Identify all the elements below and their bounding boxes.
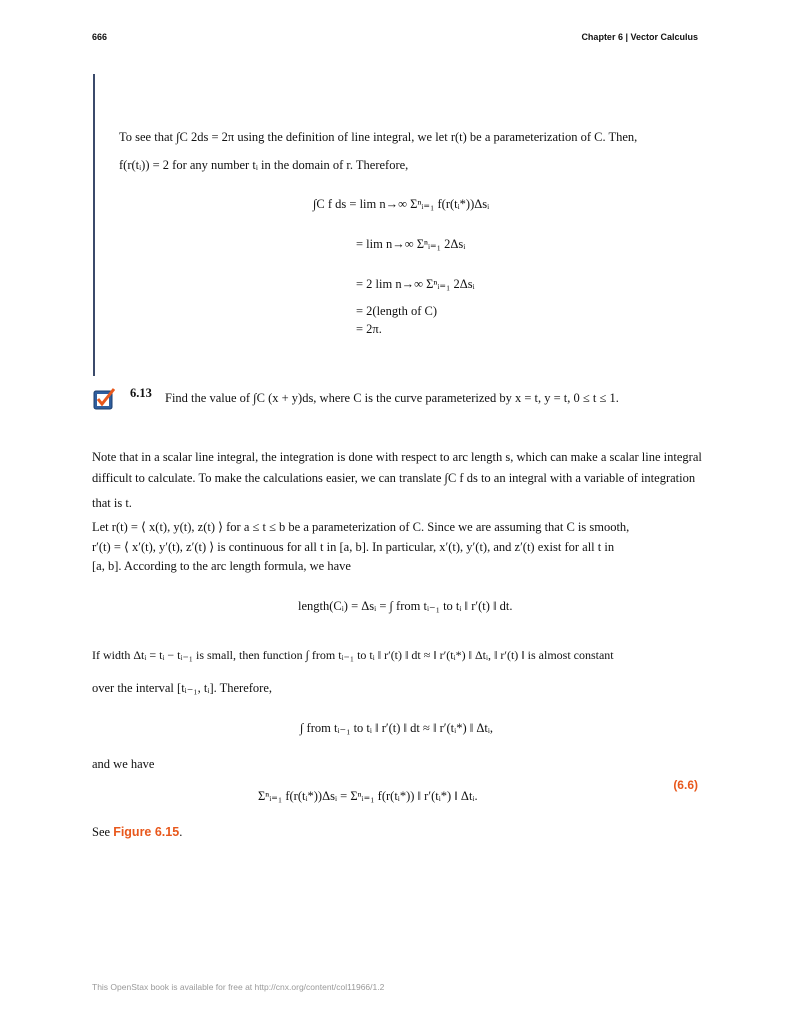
equation-number: (6.6)	[673, 778, 698, 792]
example-sidebar-rule	[93, 74, 95, 376]
paragraph-line: and we have	[92, 757, 155, 771]
exercise-text: Find the value of ∫C (x + y)ds, where C is the curve parameterized by x = t, y = t, 0 ≤ t ≤ 1.	[165, 391, 619, 405]
exercise-number: 6.13	[130, 386, 152, 400]
paragraph-line: over the interval [tᵢ₋₁, tᵢ]. Therefore,	[92, 681, 273, 695]
equation-6-6: Σⁿᵢ₌₁ f(r(tᵢ*))Δsᵢ = Σⁿᵢ₌₁ f(r(tᵢ*)) ‖ r′(tᵢ*) ‖ Δtᵢ.	[258, 789, 478, 803]
derivation-line: = lim n→∞ Σⁿᵢ₌₁ 2Δsᵢ	[356, 237, 466, 251]
derivation-line: ∫C f ds = lim n→∞ Σⁿᵢ₌₁ f(r(tᵢ*))Δsᵢ	[313, 197, 490, 211]
paragraph-line: Let r(t) = ⟨ x(t), y(t), z(t) ⟩ for a ≤ t ≤ b be a parameterization of C. Since we are assuming that C is smooth,	[92, 520, 630, 534]
derivation-line: = 2(length of C)	[356, 304, 437, 318]
equation-arc-length: length(Cᵢ) = Δsᵢ = ∫ from tᵢ₋₁ to tᵢ ‖ r′(t) ‖ dt.	[298, 599, 513, 613]
paragraph-line: Note that in a scalar line integral, the integration is done with respect to arc length s, which can make a scalar line integral	[92, 450, 702, 464]
example-text-line: f(r(tᵢ)) = 2 for any number tᵢ in the domain of r. Therefore,	[119, 158, 409, 172]
see-text: See	[92, 825, 111, 839]
example-text-line: To see that ∫C 2ds = 2π using the definition of line integral, we let r(t) be a parameterization of C. Then,	[119, 130, 638, 144]
derivation-line: = 2π.	[356, 322, 382, 336]
chapter-title: Chapter 6 | Vector Calculus	[581, 32, 698, 42]
derivation-line: = 2 lim n→∞ Σⁿᵢ₌₁ 2Δsᵢ	[356, 277, 475, 291]
footer-note: This OpenStax book is available for free at http://cnx.org/content/col11966/1.2	[92, 982, 385, 992]
figure-link[interactable]: Figure 6.15	[113, 825, 180, 839]
page-number: 666	[92, 32, 108, 42]
paragraph-line: If width Δtᵢ = tᵢ − tᵢ₋₁ is small, then function ∫ from tᵢ₋₁ to tᵢ ‖ r′(t) ‖ dt ≈ ‖ r′(tᵢ*) ‖ Δtᵢ, ‖ r′(t) ‖ is almost constant	[92, 648, 614, 662]
paragraph-line: that is t.	[92, 496, 132, 510]
paragraph-line: difficult to calculate. To make the calculations easier, we can translate ∫C f ds to an integral with a variable of integration	[92, 471, 696, 485]
paragraph-line: [a, b]. According to the arc length formula, we have	[92, 559, 351, 573]
see-figure-line	[92, 825, 182, 840]
equation-approximation: ∫ from tᵢ₋₁ to tᵢ ‖ r′(t) ‖ dt ≈ ‖ r′(tᵢ*) ‖ Δtᵢ,	[300, 721, 494, 735]
paragraph-line: r′(t) = ⟨ x′(t), y′(t), z′(t) ⟩ is continuous for all t in [a, b]. In particular, x′(t), y′(t), and z′(t) exist for all t in	[92, 540, 615, 554]
checkbox-exercise-icon	[93, 388, 115, 410]
see-end: .	[179, 825, 183, 839]
